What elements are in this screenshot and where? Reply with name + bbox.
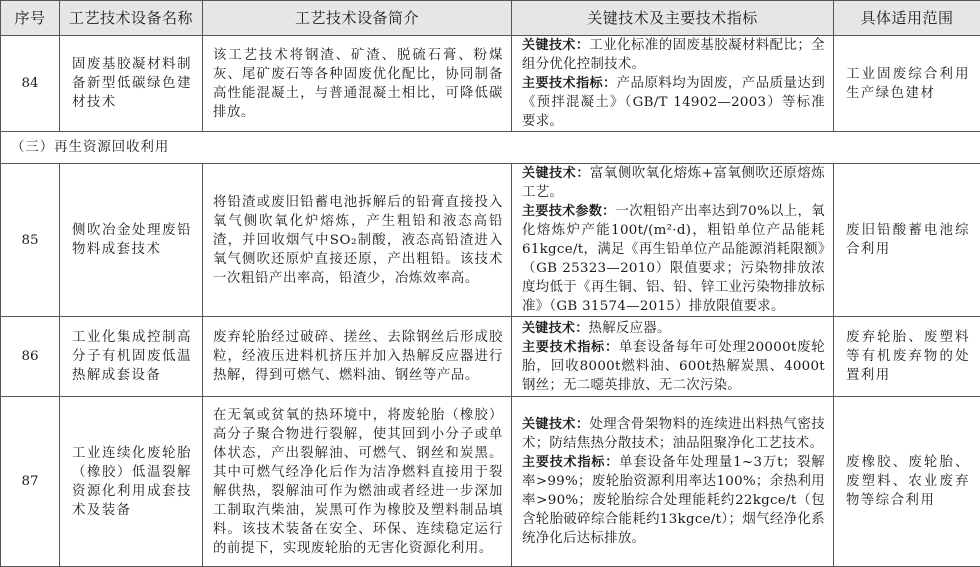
header-desc: 工艺技术设备简介 xyxy=(203,1,512,36)
key-text: 单套设备年处理量1~3万t；裂解率>99%；废轮胎资源利用率达100%；余热利用率>90%；废轮胎综合处理能耗约22kgce/t（包含轮胎破碎综合能耗约13kgce/t）；烟气经净化系统净化后达标排放。 xyxy=(522,455,825,546)
row-number: 85 xyxy=(1,164,60,317)
row-key xyxy=(512,164,834,317)
key-text: 单套设备每年可处理20000t废轮胎，回收8000t燃料油、600t热解炭黑、4000t钢丝；无二噁英排放、无二次污染。 xyxy=(522,340,825,393)
key-label: 主要技术参数： xyxy=(522,204,616,219)
key-label: 主要技术指标： xyxy=(522,340,619,355)
key-text: 富氧侧吹氧化熔炼+富氧侧吹还原熔炼工艺。 xyxy=(522,166,825,200)
key-label: 关键技术： xyxy=(522,166,590,181)
key-text: 产品原料均为固废，产品质量达到《预拌混凝土》（GB/T 14902—2003）等标准要求。 xyxy=(522,76,825,129)
section-row xyxy=(1,132,980,164)
row-desc: 该工艺技术将钢渣、矿渣、脱硫石膏、粉煤灰、尾矿废石等各种固废优化配比，协同制备高性能混凝土，与普通混凝土相比，可降低碳排放。 xyxy=(203,36,512,132)
row-name: 工业化集成控制高分子有机固废低温热解成套设备 xyxy=(60,317,203,397)
key-label: 主要技术指标： xyxy=(522,455,619,470)
table-row xyxy=(1,317,980,397)
row-name: 固废基胶凝材料制备新型低碳绿色建材技术 xyxy=(60,36,203,132)
key-label: 关键技术： xyxy=(522,321,589,336)
table-row xyxy=(1,397,980,567)
key-text: 处理含骨架物料的连续进出料热气密技术；防结焦热分散技术；油品阻聚净化工艺技术。 xyxy=(522,417,825,451)
header-no: 序号 xyxy=(1,1,60,36)
row-name: 侧吹冶金处理废铅物料成套技术 xyxy=(60,164,203,317)
table-row xyxy=(1,164,980,317)
key-item xyxy=(522,164,825,202)
key-text: 工业化标准的固废基胶凝材料配比；全组分优化控制技术。 xyxy=(522,38,825,72)
table-row xyxy=(1,36,980,132)
key-item xyxy=(522,74,825,131)
row-scope: 废橡胶、废轮胎、废塑料、农业废弃物等综合利用 xyxy=(834,397,980,567)
row-key xyxy=(512,317,834,397)
row-number: 86 xyxy=(1,317,60,397)
key-item xyxy=(522,453,825,548)
key-text: 热解反应器。 xyxy=(589,321,671,336)
row-number: 84 xyxy=(1,36,60,132)
row-desc: 废弃轮胎经过破碎、搓丝、去除钢丝后形成胶粒，经液压进料机挤压并加入热解反应器进行热解，得到可燃气、燃料油、钢丝等产品。 xyxy=(203,317,512,397)
row-scope: 废旧铅酸蓄电池综合利用 xyxy=(834,164,980,317)
key-label: 关键技术： xyxy=(522,38,589,53)
row-key xyxy=(512,397,834,567)
row-name: 工业连续化废轮胎（橡胶）低温裂解资源化利用成套技术及装备 xyxy=(60,397,203,567)
key-item xyxy=(522,415,825,453)
key-item xyxy=(522,202,825,316)
row-number: 87 xyxy=(1,397,60,567)
header-row xyxy=(1,1,980,36)
row-scope: 工业固废综合利用生产绿色建材 xyxy=(834,36,980,132)
key-label: 主要技术指标： xyxy=(522,76,617,91)
row-scope: 废弃轮胎、废塑料等有机废弃物的处置利用 xyxy=(834,317,980,397)
row-key xyxy=(512,36,834,132)
row-desc: 在无氧或贫氧的热环境中，将废轮胎（橡胶）高分子聚合物进行裂解，使其回到小分子或单体状态，产出裂解油、可燃气、钢丝和炭黑。其中可燃气经净化后作为洁净燃料直接用于裂解供热，裂解油可作为燃油或者经进一步深加工制取汽柴油，炭黑可作为橡胶及塑料制品填料。该技术装备在安全、环保、连续稳定运行的前提下，实现废轮胎的无害化资源化利用。 xyxy=(203,397,512,567)
key-item xyxy=(522,319,825,338)
key-item xyxy=(522,36,825,74)
key-label: 关键技术： xyxy=(522,417,589,432)
header-name: 工艺技术设备名称 xyxy=(60,1,203,36)
header-scope: 具体适用范围 xyxy=(834,1,980,36)
key-text: 一次粗铅产出率达到70%以上，氧化熔炼炉产能100t/(m²·d)，粗铅单位产品能耗61kgce/t，满足《再生铅单位产品能源消耗限额》（GB 25323—2010）限值要求；污染物排放浓度均低于《再生铜、铝、铅、锌工业污染物排放标准》（GB 31574—2015）排放限值要求。 xyxy=(522,204,825,314)
row-desc: 将铅渣或废旧铅蓄电池拆解后的铅膏直接投入氧气侧吹氧化炉熔炼，产生粗铅和液态高铅渣，并回收烟气中SO₂制酸，液态高铅渣进入氧气侧吹还原炉直接还原，产出粗铅。该技术一次粗铅产出率高，铅渣少，冶炼效率高。 xyxy=(203,164,512,317)
key-item xyxy=(522,338,825,395)
section-title: （三）再生资源回收利用 xyxy=(1,132,980,164)
header-key: 关键技术及主要技术指标 xyxy=(512,1,834,36)
